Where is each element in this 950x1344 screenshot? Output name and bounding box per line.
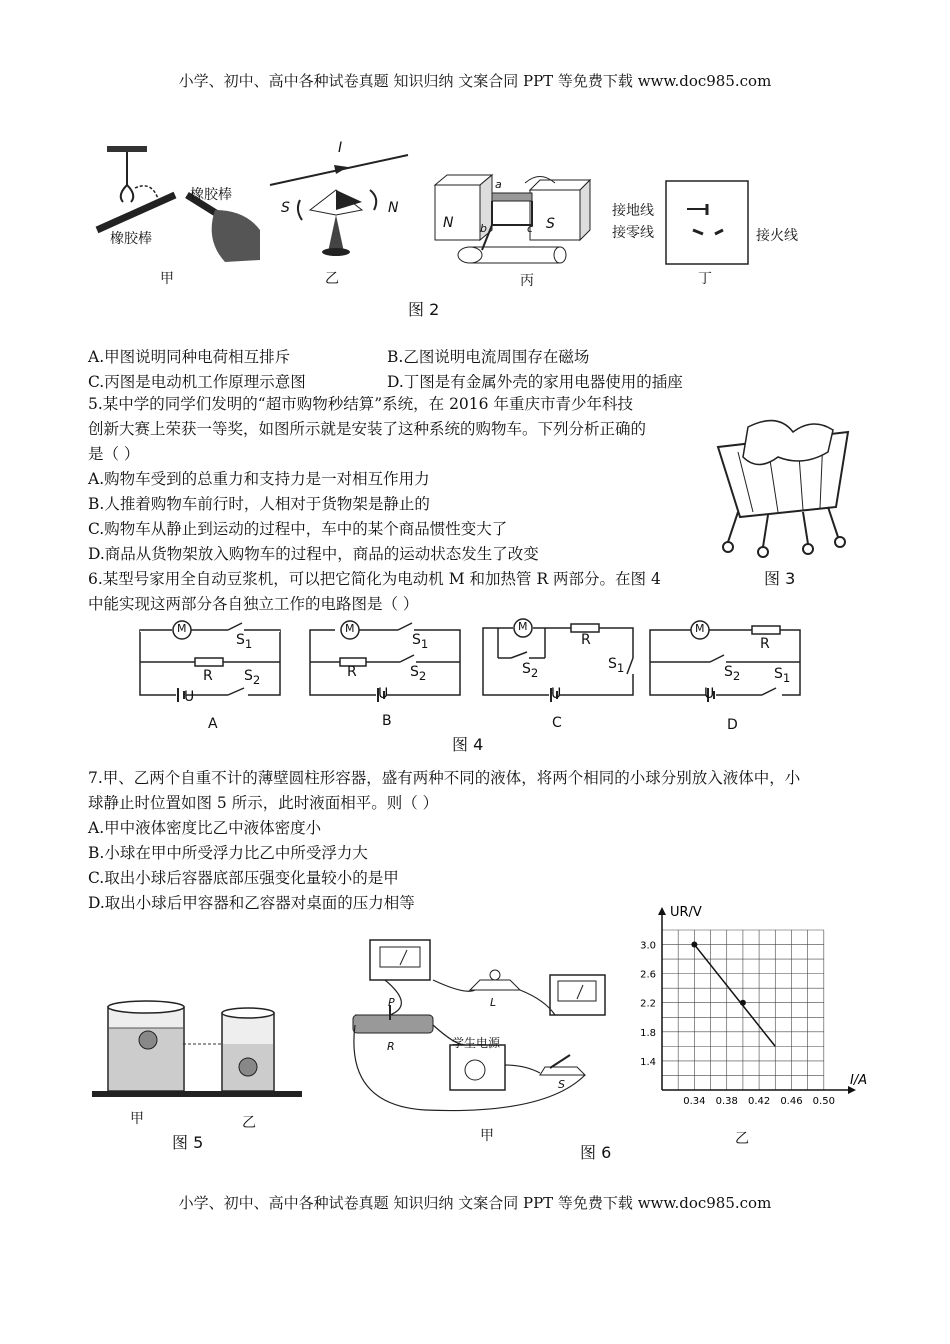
fig2-ding-live: 接火线 [756, 228, 798, 244]
q6-line1: 6.某型号家用全自动豆浆机，可以把它简化为电动机 M 和加热管 R 两部分。在图 4 [88, 570, 661, 588]
q5-option-d: D.商品从货物架放入购物车的过程中，商品的运动状态发生了改变 [88, 545, 539, 563]
fig2-ding-label: 丁 [698, 271, 712, 287]
q4-option-c: C.丙图是电动机工作原理示意图 [88, 373, 306, 391]
circuit-a [140, 620, 285, 705]
fig6-left-label: 甲 [480, 1128, 494, 1144]
fig2-bing-a: a [495, 178, 502, 191]
circuit-c-m: M [518, 620, 528, 633]
fig5-left-label: 甲 [130, 1111, 144, 1127]
fig2-yi-current: I [338, 140, 343, 156]
fig6-chart [630, 905, 875, 1115]
circuit-b-label: B [382, 713, 392, 729]
fig4-caption: 图 4 [452, 735, 484, 754]
fig2-bing-n: N [443, 215, 454, 231]
page-footer: 小学、初中、高中各种试卷真题 知识归纳 文案合同 PPT 等免费下载 www.doc985.com [178, 1194, 772, 1212]
circuit-d-r: R [760, 636, 770, 652]
page-header: 小学、初中、高中各种试卷真题 知识归纳 文案合同 PPT 等免费下载 www.doc985.com [178, 72, 772, 90]
fig2-bing-drawing [430, 165, 605, 270]
y-tick-label: 1.4 [640, 1056, 656, 1068]
circuit-b-u: U [378, 686, 389, 702]
fig2-bing-b: b [480, 222, 487, 235]
fig6-right-label: 乙 [735, 1131, 749, 1147]
q5-option-c: C.购物车从静止到运动的过程中，车中的某个商品惯性变大了 [88, 520, 508, 538]
circuit-a-m: M [177, 622, 187, 635]
circuit-d-s1: $S_1$ [774, 666, 791, 685]
data-point [740, 1000, 746, 1006]
circuit-b-r: R [347, 664, 357, 680]
circuit-d-s2: $S_2$ [724, 664, 741, 683]
q5-line1: 5.某中学的同学们发明的“超市购物秒结算”系统，在 2016 年重庆市青少年科技 [88, 395, 633, 413]
q6-line2: 中能实现这两部分各自独立工作的电路图是（ ） [88, 595, 419, 613]
fig2-ding-drawing [665, 180, 750, 265]
q7-option-a: A.甲中液体密度比乙中液体密度小 [88, 819, 322, 837]
fig5-right-label: 乙 [242, 1115, 256, 1131]
circuit-c-label: C [552, 715, 562, 731]
x-tick-label: 0.42 [747, 1096, 771, 1107]
fig2-bing-label: 丙 [520, 273, 534, 289]
x-tick-label: 0.50 [812, 1096, 835, 1107]
circuit-a-label: A [208, 716, 218, 732]
data-point [691, 942, 697, 948]
y-tick-label: 1.8 [640, 1027, 656, 1039]
circuit-b-m: M [345, 622, 355, 635]
fig2-ding-ground: 接地线 [612, 203, 654, 219]
series-line [694, 945, 775, 1047]
fig2-jia-rod2: 橡胶棒 [110, 231, 152, 247]
fig2-jia-rod1: 橡胶棒 [190, 187, 232, 203]
fig6-p: P [388, 996, 395, 1009]
circuit-a-s1: $S_1$ [236, 632, 253, 651]
x-axis-label: I/A [850, 1073, 868, 1088]
q5-option-a: A.购物车受到的总重力和支持力是一对相互作用力 [88, 470, 430, 488]
q5-line3: 是（ ） [88, 445, 140, 463]
y-axis-label: UR/V [670, 905, 702, 920]
q4-option-b: B.乙图说明电流周围存在磁场 [387, 348, 590, 366]
fig6-s: S [558, 1078, 565, 1091]
fig2-yi-s: S [281, 200, 290, 216]
circuit-d [650, 620, 805, 705]
circuit-a-s2: $S_2$ [244, 668, 261, 687]
q5-option-b: B.人推着购物车前行时，人相对于货物架是静止的 [88, 495, 430, 513]
fig2-ding-neutral: 接零线 [612, 225, 654, 241]
fig2-yi-n: N [388, 200, 399, 216]
y-axis-arrow [658, 907, 666, 915]
fig6-r: R [387, 1040, 395, 1053]
fig2-caption: 图 2 [408, 300, 440, 319]
circuit-c-u: U [551, 686, 562, 702]
fig6-caption: 图 6 [580, 1143, 612, 1162]
circuit-a-r: R [203, 668, 213, 684]
fig2-yi-label: 乙 [325, 271, 339, 287]
q7-line1: 7.甲、乙两个自重不计的薄壁圆柱形容器，盛有两种不同的液体，将两个相同的小球分别放入液体中，小 [88, 769, 801, 787]
fig2-bing-c: c [527, 222, 534, 235]
circuit-c-s1: $S_1$ [608, 656, 625, 675]
fig6-l: L [490, 996, 497, 1009]
y-tick-label: 2.2 [640, 998, 656, 1010]
q7-option-c: C.取出小球后容器底部压强变化量较小的是甲 [88, 869, 399, 887]
circuit-b-s2: $S_2$ [410, 664, 427, 683]
fig5-containers [92, 995, 302, 1100]
x-tick-label: 0.34 [683, 1096, 706, 1107]
fig5-caption: 图 5 [172, 1133, 204, 1152]
q7-option-b: B.小球在甲中所受浮力比乙中所受浮力大 [88, 844, 368, 862]
y-tick-label: 2.6 [640, 969, 656, 981]
circuit-d-m: M [695, 622, 705, 635]
fig2-bing-s: S [546, 216, 555, 232]
fig3-caption: 图 3 [764, 569, 796, 588]
fig3-shopping-cart [708, 412, 858, 562]
fig2-jia-label: 甲 [160, 271, 174, 287]
q7-option-d: D.取出小球后甲容器和乙容器对桌面的压力相等 [88, 894, 415, 912]
fig2-jia-drawing [95, 140, 270, 275]
circuit-a-u: U [184, 689, 195, 705]
x-tick-label: 0.46 [780, 1096, 803, 1107]
circuit-c-s2: $S_2$ [522, 661, 539, 680]
y-tick-label: 3.0 [640, 940, 656, 952]
circuit-d-label: D [727, 717, 738, 733]
circuit-c-r: R [581, 632, 591, 648]
q5-line2: 创新大赛上荣获一等奖，如图所示就是安装了这种系统的购物车。下列分析正确的 [88, 420, 647, 438]
x-tick-label: 0.38 [715, 1096, 738, 1107]
q4-option-d: D.丁图是有金属外壳的家用电器使用的插座 [387, 373, 683, 391]
q7-line2: 球静止时位置如图 5 所示，此时液面相平。则（ ） [88, 794, 439, 812]
circuit-b-s1: $S_1$ [412, 632, 429, 651]
fig6-power: 学生电源 [452, 1036, 501, 1050]
circuit-d-u: U [704, 686, 715, 702]
q4-option-a: A.甲图说明同种电荷相互排斥 [88, 348, 291, 366]
